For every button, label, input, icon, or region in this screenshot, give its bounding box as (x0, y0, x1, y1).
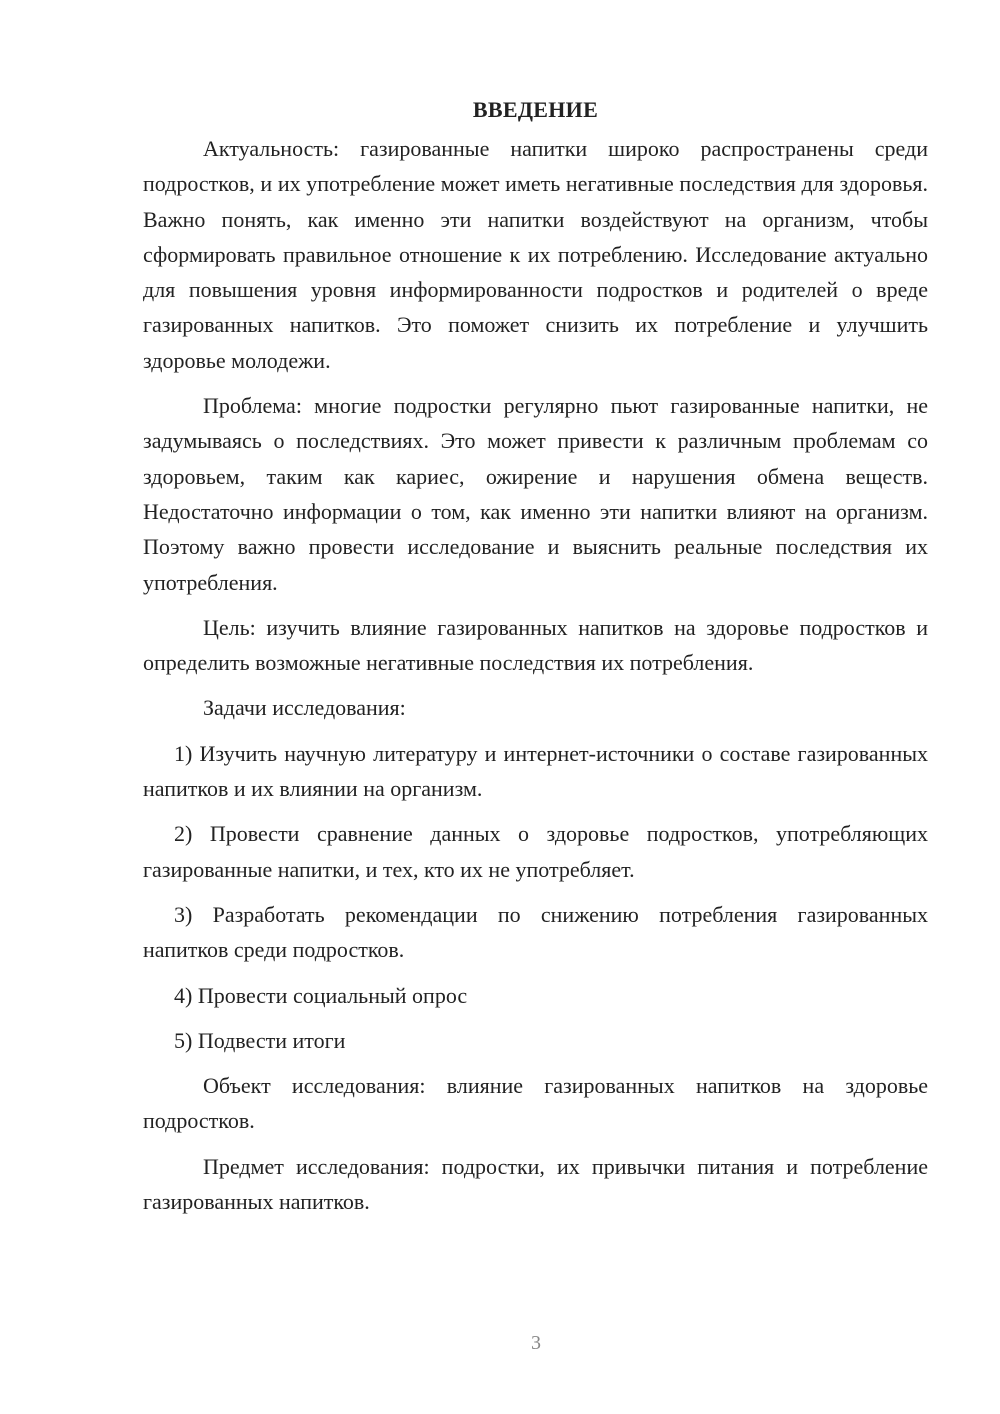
relevance-paragraph: Актуальность: газированные напитки широко распространены среди подростков, и их употребление может иметь негативные последствия для здоровья. Важно понять, как именно эти напитки воздействуют на организм, чтобы сформировать правильное отношение к их потреблению. Исследование актуально для повышения уровня информированности подростков и родителей о вреде газированных напитков. Это поможет снизить их потребление и улучшить здоровье молодежи. (143, 136, 928, 373)
task-item-1: 1) Изучить научную литературу и интернет-источники о составе газированных напитков и их влиянии на организм. (143, 740, 928, 802)
task-item-2: 2) Провести сравнение данных о здоровье подростков, употребляющих газированные напитки, и тех, кто их не употребляет. (143, 821, 928, 882)
task-item-5: 5) Подвести итоги (174, 1027, 346, 1053)
goal-paragraph: Цель: изучить влияние газированных напитков на здоровье подростков и определить возможные негативные последствия их потребления. (143, 614, 928, 676)
subject-paragraph: Предмет исследования: подростки, их привычки питания и потребление газированных напитков. (143, 1153, 928, 1215)
task-item-3: 3) Разработать рекомендации по снижению потребления газированных напитков среди подростков. (143, 901, 928, 963)
section-title: ВВЕДЕНИЕ (472, 97, 599, 122)
tasks-heading: Задачи исследования: (203, 695, 406, 721)
document-page (143, 92, 928, 1229)
task-item-4: 4) Провести социальный опрос (174, 982, 468, 1008)
problem-paragraph: Проблема: многие подростки регулярно пьют газированные напитки, не задумываясь о последствиях. Это может привести к различным проблемам со здоровьем, таким как кариес, ожирение и нарушения обмена веществ. Недостаточно информации о том, как именно эти напитки влияют на организм. Поэтому важно провести исследование и выяснить реальные последствия их употребления. (143, 393, 928, 595)
object-paragraph: Объект исследования: влияние газированных напитков на здоровье подростков. (143, 1073, 928, 1134)
page-number: 3 (531, 1332, 541, 1354)
